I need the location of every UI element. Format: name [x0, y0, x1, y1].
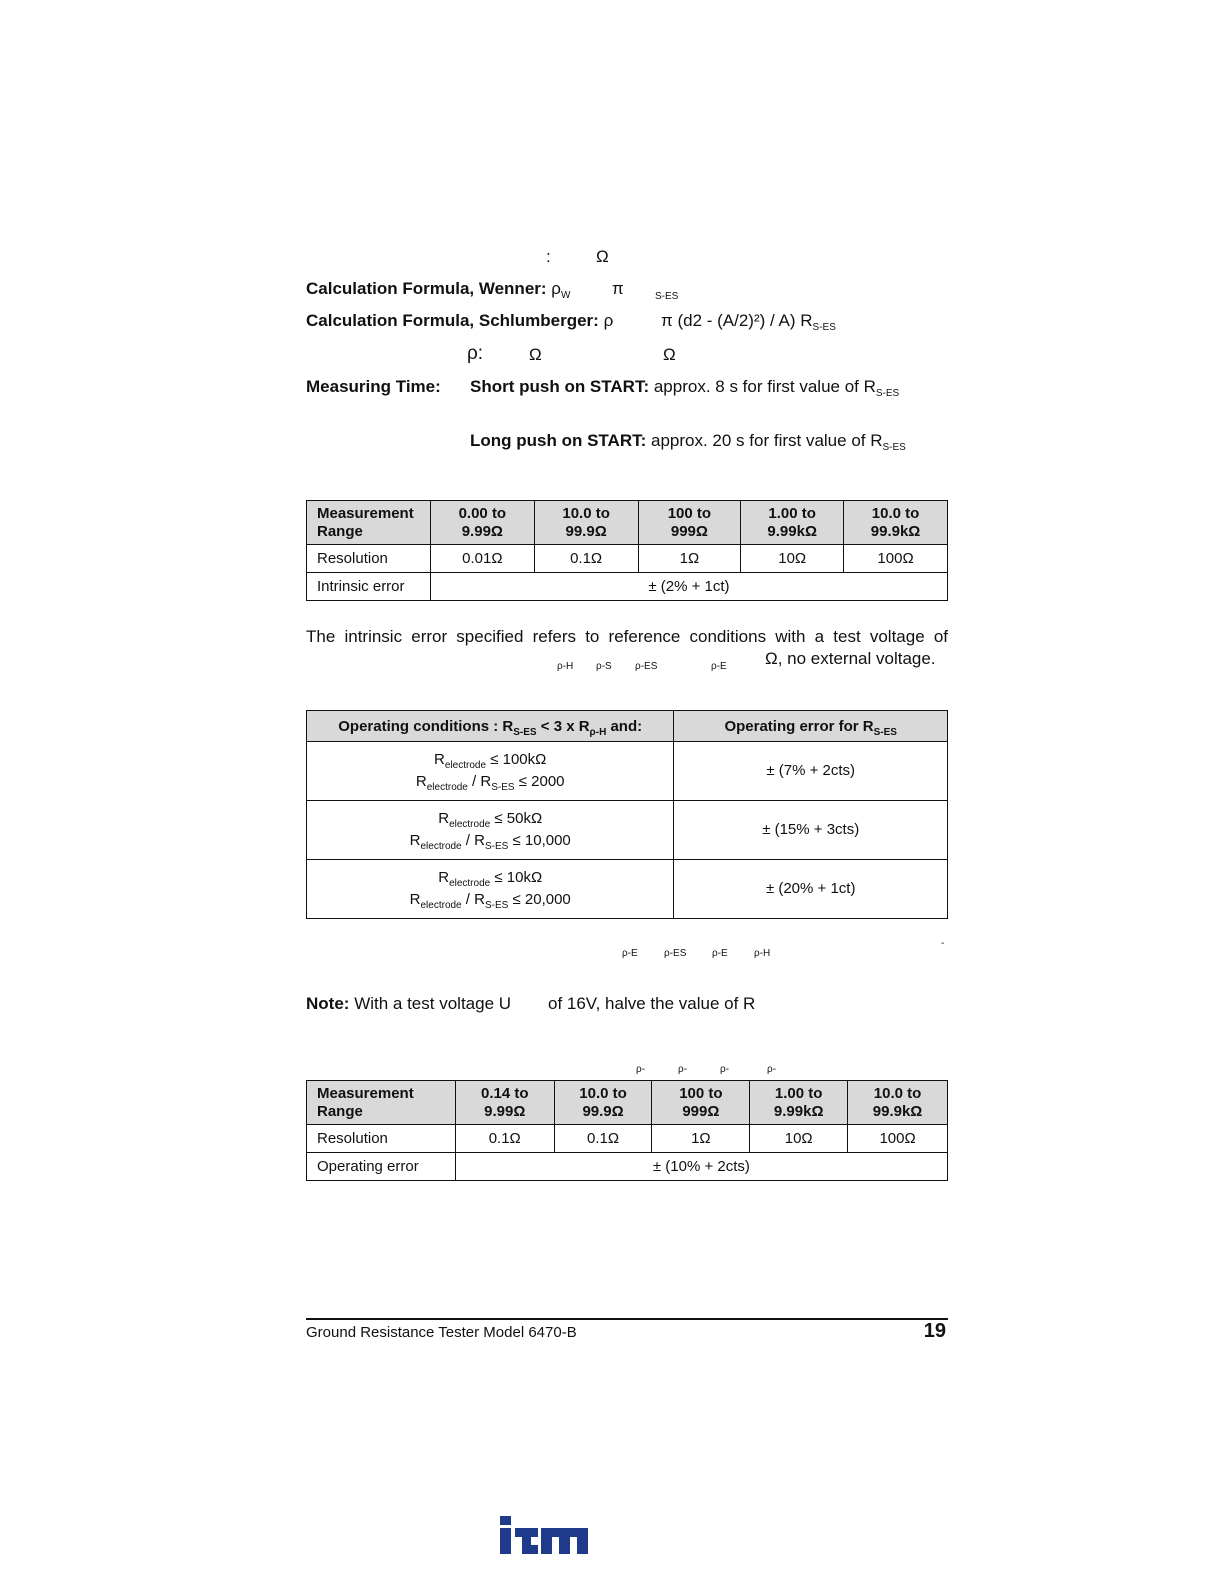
note-dash: -	[941, 938, 945, 949]
table3-resolution-cell: 100Ω	[848, 1125, 948, 1153]
measuring-time-label: Measuring Time:	[306, 377, 441, 396]
ratio-slash: / R	[461, 891, 485, 908]
table-row	[307, 742, 948, 801]
table1-error-label: Intrinsic error	[307, 573, 431, 601]
intrinsic-sub-1: ρ-H	[557, 661, 574, 672]
long-push-sub: S-ES	[882, 442, 906, 453]
note-line	[306, 994, 511, 1014]
table3-resolution-cell: 0.1Ω	[455, 1125, 554, 1153]
table2-header-sub: S-ES	[513, 726, 537, 738]
table1-resolution-cell: 100Ω	[844, 545, 948, 573]
operating-error-table	[306, 1080, 948, 1181]
r-symbol: R	[434, 751, 445, 768]
table2-header-conditions	[307, 711, 674, 742]
long-push-text: approx. 20 s for first value of R	[651, 431, 883, 450]
intrinsic-sub-3: ρ-ES	[635, 661, 658, 672]
ratio-slash: / R	[461, 832, 485, 849]
short-push-sub: S-ES	[875, 388, 900, 399]
omega-fragment-3: Ω	[663, 345, 676, 364]
table3-resolution-cell: 0.1Ω	[554, 1125, 652, 1153]
table1-resolution-cell: 1Ω	[638, 545, 741, 573]
table-row	[307, 860, 948, 919]
electrode-sub: electrode	[420, 900, 462, 911]
condition-value: ≤ 2000	[514, 773, 565, 790]
ses-sub: S-ES	[484, 900, 509, 911]
table1-header-col5: 10.0 to 99.9kΩ	[844, 501, 948, 545]
table3-caption-sub: ρ-	[636, 1064, 646, 1075]
table2-header-error-text: Operating error for R	[724, 717, 874, 735]
wenner-ses-sub: S-ES	[655, 291, 679, 302]
table2-header-sub: ρ-H	[589, 726, 607, 738]
error-cell: ± (20% + 1ct)	[674, 860, 948, 919]
table1-header-col3: 100 to 999Ω	[638, 501, 741, 545]
r-symbol: R	[409, 832, 421, 849]
r-symbol: R	[415, 773, 427, 790]
condition-value: ≤ 10,000	[508, 832, 571, 849]
condition-value: ≤ 20,000	[508, 891, 571, 908]
wenner-pi: π	[612, 279, 624, 298]
short-push-label: Short push on START:	[470, 377, 650, 396]
table3-error-value: ± (10% + 2cts)	[455, 1153, 947, 1181]
table2-header-sub: S-ES	[873, 726, 897, 738]
table1-header-range: Measurement Range	[307, 501, 431, 545]
schlumberger-formula	[306, 311, 613, 331]
table-row	[307, 801, 948, 860]
table3-caption-sub: ρ-	[720, 1064, 730, 1075]
condition-value: ≤ 100kΩ	[486, 751, 547, 768]
error-cell: ± (15% + 3cts)	[674, 801, 948, 860]
condition-cell	[307, 860, 674, 919]
ses-sub: S-ES	[484, 841, 509, 852]
footer-title: Ground Resistance Tester Model 6470-B	[306, 1324, 577, 1341]
itm-logo-icon	[498, 1514, 590, 1556]
operating-conditions-table	[306, 710, 948, 919]
table1-header-col1: 0.00 to 9.99Ω	[430, 501, 534, 545]
table3-header-col5: 10.0 to 99.9kΩ	[848, 1081, 948, 1125]
note-sub-2: ρ-ES	[664, 948, 687, 959]
note-label: Note:	[306, 994, 350, 1013]
long-push-label: Long push on START:	[470, 431, 647, 450]
omega-fragment-2: Ω	[529, 345, 542, 364]
wenner-formula	[306, 279, 570, 299]
table2-header-mid: < 3 x R	[536, 717, 590, 735]
table1-resolution-cell: 0.1Ω	[534, 545, 638, 573]
r-symbol: R	[409, 891, 421, 908]
table1-header-col4: 1.00 to 9.99kΩ	[741, 501, 844, 545]
table3-header-col4: 1.00 to 9.99kΩ	[750, 1081, 848, 1125]
table3-header-col3: 100 to 999Ω	[652, 1081, 750, 1125]
r-symbol: R	[438, 810, 450, 827]
table3-caption-sub: ρ-	[767, 1064, 777, 1075]
rho-fragment: ρ:	[467, 343, 484, 364]
table3-header-range: Measurement Range	[307, 1081, 456, 1125]
electrode-sub: electrode	[444, 760, 487, 771]
error-cell: ± (7% + 2cts)	[674, 742, 948, 801]
table1-resolution-label: Resolution	[307, 545, 431, 573]
schlumberger-expr-text: π (d2 - (A/2)²) / A) R	[661, 311, 813, 330]
ratio-slash: / R	[467, 773, 492, 790]
condition-value: ≤ 10kΩ	[490, 869, 543, 886]
electrode-sub: electrode	[449, 878, 491, 889]
intrinsic-error-table	[306, 500, 948, 601]
note-text: With a test voltage U	[354, 994, 512, 1013]
schlumberger-label: Calculation Formula, Schlumberger:	[306, 311, 599, 330]
ses-sub: S-ES	[491, 782, 515, 793]
electrode-sub: electrode	[426, 782, 468, 793]
note-sub-1: ρ-E	[622, 948, 638, 959]
long-push-line	[470, 431, 906, 451]
omega-fragment: Ω	[596, 247, 609, 266]
condition-cell	[307, 801, 674, 860]
wenner-rho: ρ	[551, 279, 561, 298]
short-push-line	[470, 377, 899, 397]
wenner-w-sub: W	[560, 290, 571, 301]
table2-header-error	[674, 711, 948, 742]
table2-header-end: and:	[606, 717, 643, 735]
table1-header-col2: 10.0 to 99.9Ω	[534, 501, 638, 545]
wenner-label: Calculation Formula, Wenner:	[306, 279, 547, 298]
intrinsic-sub-4: ρ-E	[711, 661, 727, 672]
schlumberger-expression	[661, 311, 836, 331]
table3-resolution-cell: 1Ω	[652, 1125, 750, 1153]
note-sub-3: ρ-E	[712, 948, 728, 959]
intrinsic-sub-2: ρ-S	[596, 661, 612, 672]
table3-header-col2: 10.0 to 99.9Ω	[554, 1081, 652, 1125]
table3-error-label: Operating error	[307, 1153, 456, 1181]
colon-fragment: :	[546, 247, 551, 266]
electrode-sub: electrode	[420, 841, 462, 852]
itm-logo	[498, 1514, 590, 1561]
intrinsic-paragraph-line2: Ω, no external voltage.	[765, 649, 936, 668]
note-sub-4: ρ-H	[754, 948, 771, 959]
electrode-sub: electrode	[449, 819, 491, 830]
note-text-2: of 16V, halve the value of R	[548, 994, 756, 1013]
table3-resolution-label: Resolution	[307, 1125, 456, 1153]
table3-caption-sub: ρ-	[678, 1064, 688, 1075]
table3-resolution-cell: 10Ω	[750, 1125, 848, 1153]
r-symbol: R	[438, 869, 450, 886]
intrinsic-paragraph-line1: The intrinsic error specified refers to reference conditions with a test voltage of	[306, 627, 948, 646]
condition-value: ≤ 50kΩ	[490, 810, 543, 827]
footer-rule	[306, 1318, 948, 1320]
table2-header-conditions-text: Operating conditions : R	[338, 717, 514, 735]
condition-cell	[307, 742, 674, 801]
short-push-text: approx. 8 s for first value of R	[653, 377, 876, 396]
table3-header-col1: 0.14 to 9.99Ω	[455, 1081, 554, 1125]
schlumberger-ses-sub: S-ES	[812, 322, 836, 333]
table1-error-value: ± (2% + 1ct)	[430, 573, 947, 601]
table1-resolution-cell: 0.01Ω	[430, 545, 534, 573]
schlumberger-rho: ρ	[603, 311, 614, 330]
page-number: 19	[923, 1320, 946, 1342]
table1-resolution-cell: 10Ω	[741, 545, 844, 573]
